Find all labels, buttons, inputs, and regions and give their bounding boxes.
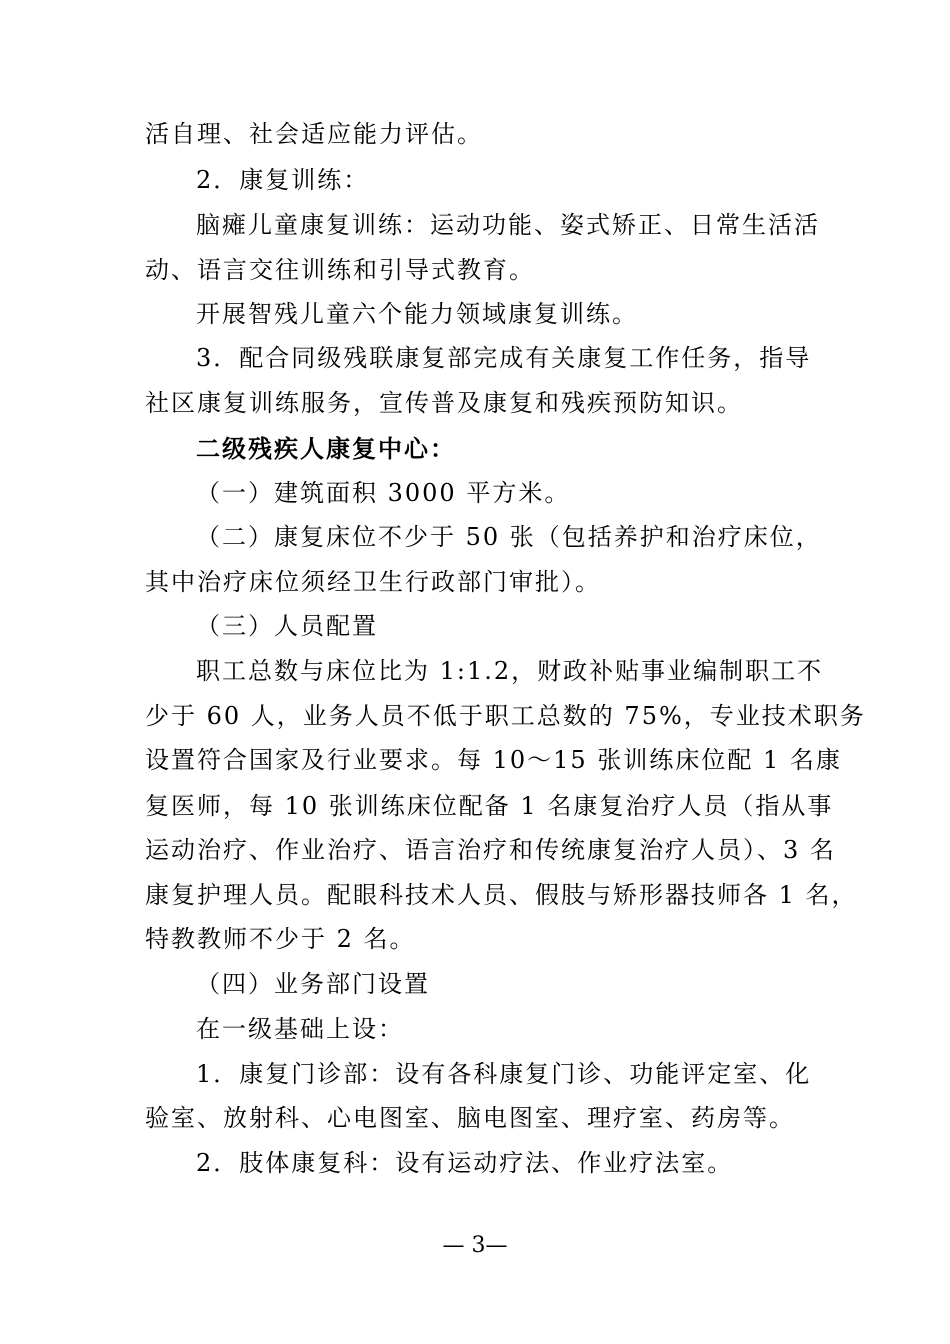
paragraph-line: 其中治疗床位须经卫生行政部门审批）。 [145,568,601,596]
paragraph-line: 动、语言交往训练和引导式教育。 [145,256,535,284]
paragraph-line: 少于 60 人，业务人员不低于职工总数的 75%，专业技术职务 [145,702,866,730]
paragraph-line: 运动治疗、作业治疗、语言治疗和传统康复治疗人员）、3 名 [145,836,836,864]
subsection-heading: （三）人员配置 [196,612,378,640]
paragraph-line: 职工总数与床位比为 1:1.2，财政补贴事业编制职工不 [196,657,824,685]
list-item-heading: 2．康复训练： [196,166,370,194]
paragraph-line: 脑瘫儿童康复训练：运动功能、姿式矫正、日常生活活 [196,211,820,239]
paragraph-line: 特教教师不少于 2 名。 [145,925,416,953]
paragraph-line: 3．配合同级残联康复部完成有关康复工作任务，指导 [196,344,812,372]
page-number: — 3— [442,1233,508,1258]
paragraph-line: 2．肢体康复科：设有运动疗法、作业疗法室。 [196,1149,734,1177]
paragraph-line: 社区康复训练服务，宣传普及康复和残疾预防知识。 [145,389,743,417]
paragraph-line: 康复护理人员。配眼科技术人员、假肢与矫形器技师各 1 名， [145,881,858,909]
paragraph-line: （二）康复床位不少于 50 张（包括养护和治疗床位， [196,523,822,551]
paragraph-line: 开展智残儿童六个能力领域康复训练。 [196,300,638,328]
section-heading: 二级残疾人康复中心： [196,435,456,463]
paragraph-line: 活自理、社会适应能力评估。 [145,120,483,148]
paragraph-line: 1．康复门诊部：设有各科康复门诊、功能评定室、化 [196,1060,812,1088]
paragraph-line: 验室、放射科、心电图室、脑电图室、理疗室、药房等。 [145,1104,795,1132]
paragraph-line: 在一级基础上设： [196,1015,404,1043]
paragraph-line: 设置符合国家及行业要求。每 10～15 张训练床位配 1 名康 [145,746,842,774]
paragraph-line: 复医师，每 10 张训练床位配备 1 名康复治疗人员（指从事 [145,792,834,820]
subsection-heading: （四）业务部门设置 [196,970,430,998]
paragraph-line: （一）建筑面积 3000 平方米。 [196,479,571,507]
